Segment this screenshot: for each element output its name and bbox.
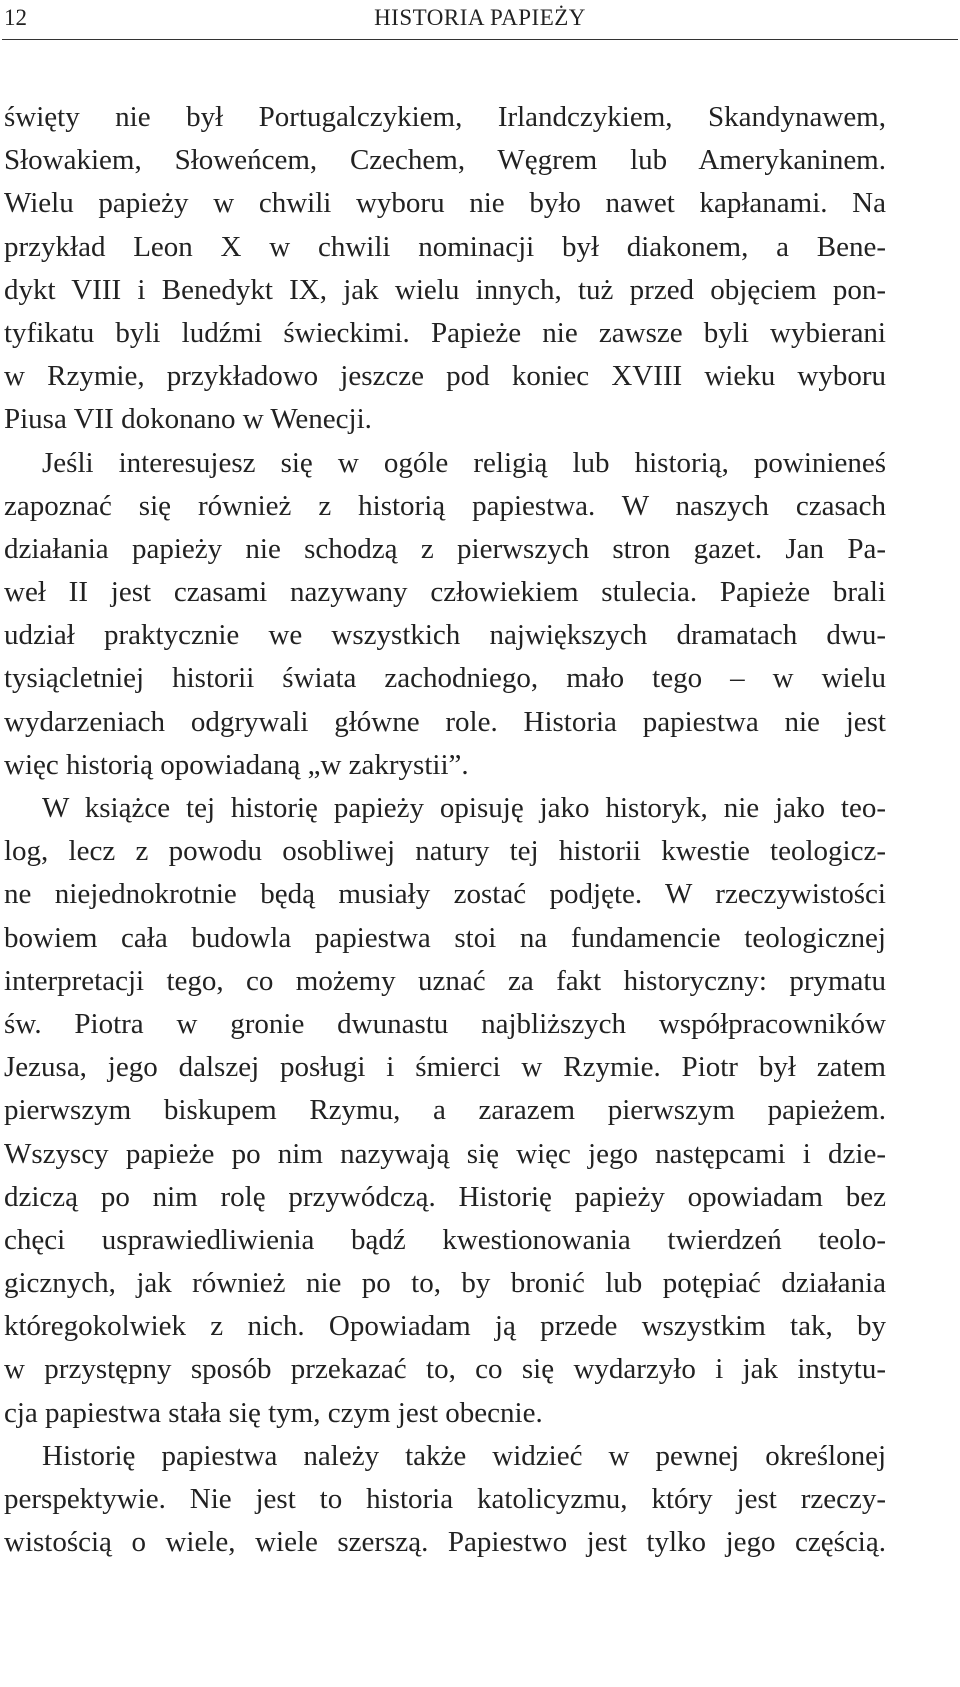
text-line: dykt VIII i Benedykt IX, jak wielu innych, tuż przed objęciem pon- [4,273,886,306]
text-line: zapoznać się również z historią papiestwa. W naszych czasach [4,489,886,522]
paragraph-first-line: Historię papiestwa należy także widzieć w pewnej określonej [42,1439,886,1472]
text-line: Piusa VII dokonano w Wenecji. [4,403,372,436]
text-line: któregokolwiek z nich. Opowiadam ją przede wszystkim tak, by [4,1310,886,1343]
text-line: perspektywie. Nie jest to historia katolicyzmu, który jest rzeczy- [4,1483,886,1515]
text-line: dziczą po nim rolę przywódczą. Historię papieży opowiadam bez [4,1180,886,1213]
text-line: działania papieży nie schodzą z pierwszych stron gazet. Jan Pa- [4,532,886,565]
text-line: log, lecz z powodu osobliwej natury tej historii kwestie teologicz- [4,835,886,868]
text-line: udział praktycznie we wszystkich największych dramatach dwu- [4,619,886,652]
page-number: 12 [4,5,27,30]
text-line: w Rzymie, przykładowo jeszcze pod koniec XVIII wieku wyboru [4,360,886,393]
text-line: interpretacji tego, co możemy uznać za fakt historyczny: prymatu [4,964,886,997]
text-line: wistością o wiele, wiele szerszą. Papiestwo jest tylko jego częścią. [4,1526,886,1559]
paragraph-first-line: Jeśli interesujesz się w ogóle religią lub historią, powinieneś [42,446,886,479]
text-line: chęci usprawiedliwienia bądź kwestionowania twierdzeń teolo- [4,1223,886,1256]
text-line: tyfikatu byli ludźmi świeckimi. Papieże nie zawsze byli wybierani [4,316,886,349]
text-line: święty nie był Portugalczykiem, Irlandczykiem, Skandynawem, [4,101,886,133]
text-line: ne niejednokrotnie będą musiały zostać podjęte. W rzeczywistości [4,878,886,911]
header-divider [2,39,958,40]
running-title: HISTORIA PAPIEŻY [374,5,586,30]
text-line: pierwszym biskupem Rzymu, a zarazem pierwszym papieżem. [4,1094,886,1127]
text-line: więc historią opowiadaną „w zakrystii”. [4,748,469,781]
text-line: Słowakiem, Słoweńcem, Czechem, Węgrem lub Amerykaninem. [4,144,886,177]
text-line: Wszyscy papieże po nim nazywają się więc jego następcami i dzie- [4,1137,886,1170]
text-line: Wielu papieży w chwili wyboru nie było nawet kapłanami. Na [4,187,886,220]
text-line: Jezusa, jego dalszej posługi i śmierci w Rzymie. Piotr był zatem [4,1051,886,1084]
text-line: cja papiestwa stała się tym, czym jest obecnie. [4,1396,543,1429]
text-line: św. Piotra w gronie dwunastu najbliższych współpracowników [4,1007,886,1040]
text-line: gicznych, jak również nie po to, by bronić lub potępiać działania [4,1267,886,1300]
text-line: weł II jest czasami nazywany człowiekiem stulecia. Papieże brali [4,576,886,609]
text-line: wydarzeniach odgrywali główne role. Historia papiestwa nie jest [4,705,886,738]
paragraph-first-line: W książce tej historię papieży opisuję jako historyk, nie jako teo- [42,792,886,824]
text-line: w przystępny sposób przekazać to, co się wydarzyło i jak instytu- [4,1353,886,1386]
running-header [4,0,956,40]
text-line: bowiem cała budowla papiestwa stoi na fundamencie teologicznej [4,921,886,954]
text-line: przykład Leon X w chwili nominacji był diakonem, a Bene- [4,230,886,263]
text-line: tysiącletniej historii świata zachodniego, mało tego – w wielu [4,662,886,695]
body-text [4,96,886,1564]
